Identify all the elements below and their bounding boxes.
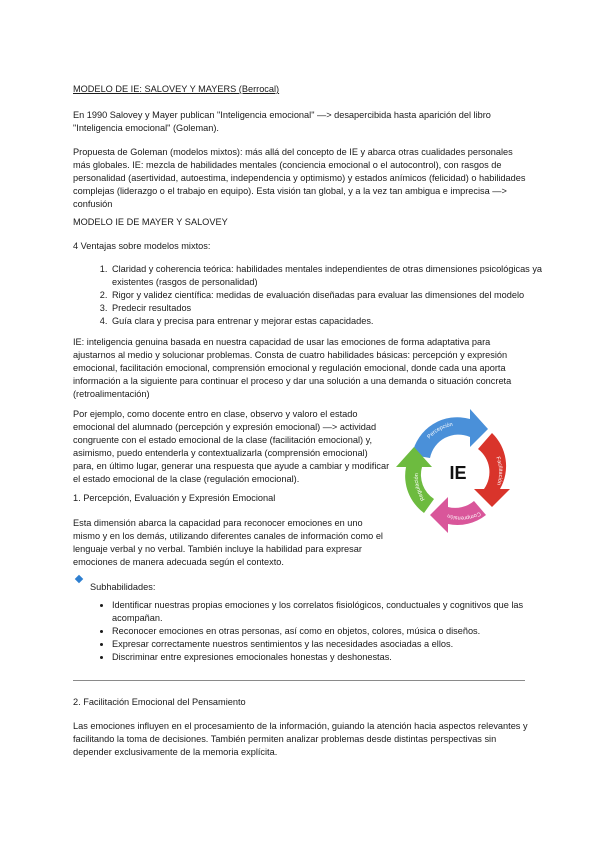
paragraph-goleman: Propuesta de Goleman (modelos mixtos): más allá del concepto de IE y abarca otras cualidades personales más globales. IE: mezcla de habilidades mentales (conciencia emocional o el autocontrol), con rasgos de personalidad (asertividad, autoestima, independencia y optimismo) y estados anímicos (felicidad) o habilidades complejas (liderazgo o el trabajo en equipo). Esta visión tan global, y a la vez tan ambigua e imprecisa —> confusión — [73, 147, 526, 209]
list-item: 4. Guía clara y precisa para entrenar y mejorar estas capacidades. — [110, 315, 550, 328]
list-item: • Discriminar entre expresiones emocionales honestas y deshonestas. — [112, 651, 552, 664]
diamond-bullet-icon — [75, 575, 83, 583]
advantages-intro: 4 Ventajas sobre modelos mixtos: — [73, 241, 211, 251]
ie-model-heading: MODELO IE DE MAYER Y SALOVEY — [73, 217, 228, 227]
ie-cycle-diagram — [396, 403, 520, 533]
paragraph-section1: Esta dimensión abarca la capacidad para reconocer emociones en uno mismo y en los demás, utilizando diferentes canales de información como el lenguaje verbal y no verbal. También incluye la habilidad para expresar emociones de manera adecuada según el contexto. — [73, 518, 383, 567]
ie-cycle-svg — [396, 403, 520, 533]
section1-heading: 1. Percepción, Evaluación y Expresión Emocional — [73, 493, 276, 503]
model-heading: MODELO DE IE: SALOVEY Y MAYERS (Berrocal) — [73, 84, 280, 94]
paragraph-section2: Las emociones influyen en el procesamiento de la información, guiando la atención hacia aspectos relevantes y facilitando la toma de decisiones. También permiten analizar problemas desde distintas perspectivas sin depender exclusivamente de la memoria explícita. — [73, 721, 528, 757]
paragraph-1990: En 1990 Salovey y Mayer publican "Inteligencia emocional" —> desapercibida hasta aparición del libro "Inteligencia emocional" (Goleman). — [73, 110, 491, 133]
segment-label-comprehension: Comprensión — [446, 510, 482, 521]
list-item: 3. Predecir resultados — [110, 302, 550, 315]
subskills-list — [90, 599, 552, 664]
segment-label-facilitation: Facilitación — [494, 455, 504, 486]
section2-heading: 2. Facilitación Emocional del Pensamiento — [73, 697, 246, 707]
segment-label-regulation: Regulación — [413, 472, 427, 502]
list-item: 1. Claridad y coherencia teórica: habilidades mentales independientes de otras dimensiones psicológicas ya existentes (rasgos de personalidad) — [110, 263, 550, 289]
paragraph-definition: IE: inteligencia genuina basada en nuestra capacidad de usar las emociones de forma adaptativa para ajustarnos al medio y solucionar problemas. Consta de cuatro habilidades básicas: percepción y expresión emocional, facilitación emocional, comprensión emocional y regulación emocional, donde cada una aporta información a la siguiente para continuar el proceso y dar una solución a una demanda o situación concreta (retroalimentación) — [73, 337, 512, 399]
list-item: • Reconocer emociones en otras personas, así como en objetos, colores, música o diseños. — [112, 625, 552, 638]
list-item: 2. Rigor y validez científica: medidas de evaluación diseñadas para evaluar las dimensiones del modelo — [110, 289, 550, 302]
list-item: • Identificar nuestras propias emociones y los correlatos fisiológicos, conductuales y cognitivos que las acompañan. — [112, 599, 552, 625]
subskills-label: Subhabilidades: — [90, 582, 156, 593]
divider — [73, 680, 525, 681]
list-item: • Expresar correctamente nuestros sentimientos y las necesidades asociadas a ellos. — [112, 638, 552, 651]
ie-center-label: IE — [449, 463, 467, 483]
segment-label-perception: Percepción — [426, 421, 454, 441]
advantages-list — [88, 263, 550, 328]
cycle-segment-perception — [412, 409, 488, 458]
cycle-segment-facilitation — [474, 433, 510, 507]
paragraph-example: Por ejemplo, como docente entro en clase, observo y valoro el estado emocional del alumnado (percepción y expresión emocional) —> actividad congruente con el estado emocional de la clase (facilitación emocional) y, asimismo, puedo entenderla y contextualizarla (comprensión emocional) para, en último lugar, generar una respuesta que ayude a cambiar y modificar el estado emocional de la clase (regulación emocional). — [73, 409, 390, 484]
